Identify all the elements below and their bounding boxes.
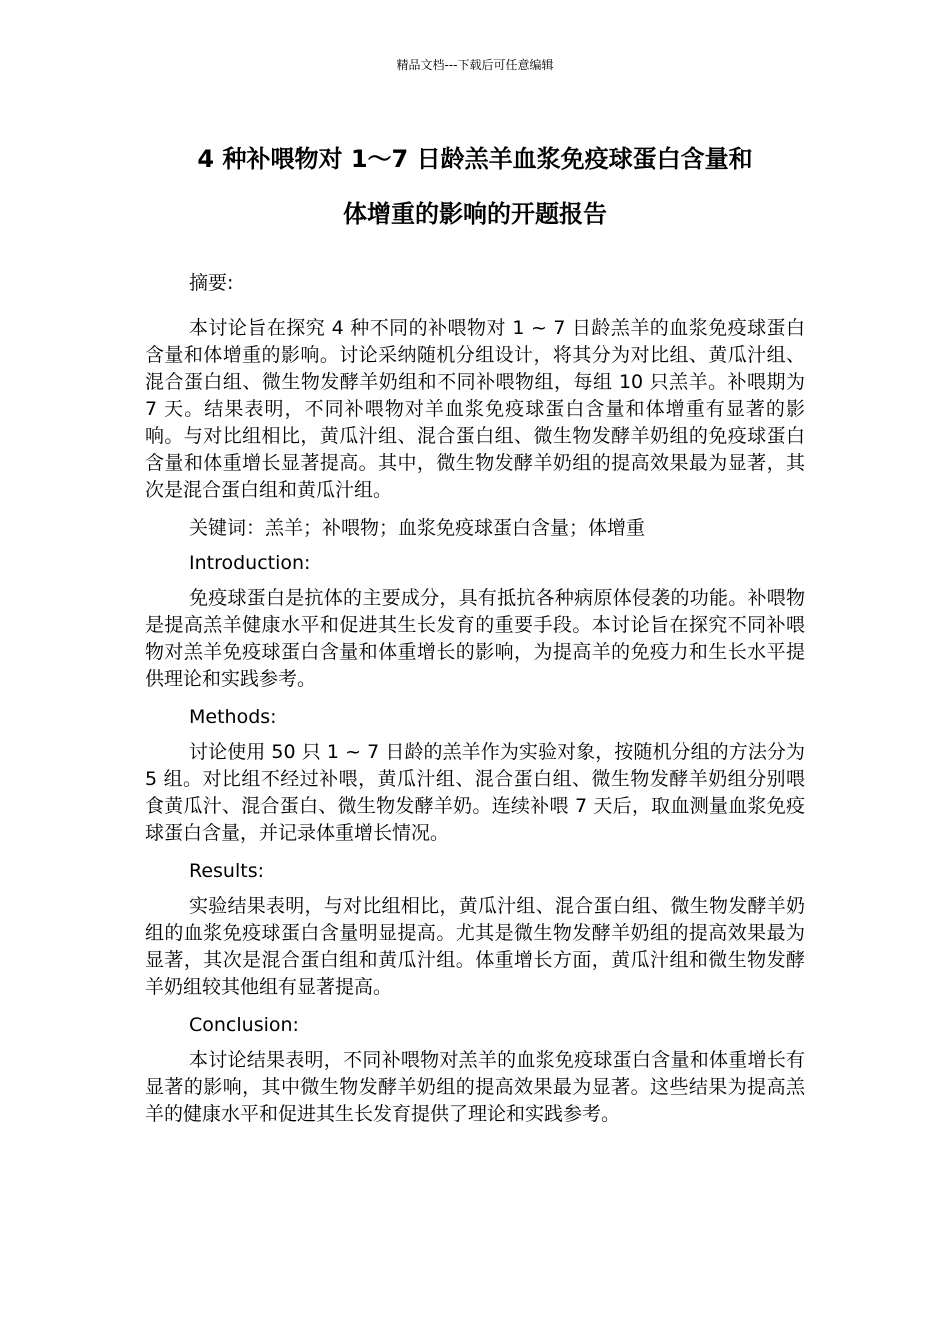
conclusion-heading: Conclusion:: [189, 1014, 299, 1036]
abstract-paragraph: 本讨论旨在探究 4 种不同的补喂物对 1 ~ 7 日龄羔羊的血浆免疫球蛋白含量和体增重的影响。讨论采纳随机分组设计，将其分为对比组、黄瓜汁组、混合蛋白组、微生物发酵羊奶组和不同补喂物组，每组 10 只羔羊。补喂期为 7 天。结果表明，不同补喂物对羊血浆免疫球蛋白含量和体增重有显著的影响。与对比组相比，黄瓜汁组、混合蛋白组、微生物发酵羊奶组的免疫球蛋白含量和体重增长显著提高。其中，微生物发酵羊奶组的提高效果最为显著，其次是混合蛋白组和黄瓜汁组。: [145, 317, 805, 501]
results-paragraph: 实验结果表明，与对比组相比，黄瓜汁组、混合蛋白组、微生物发酵羊奶组的血浆免疫球蛋白含量明显提高。尤其是微生物发酵羊奶组的提高效果最为显著，其次是混合蛋白组和黄瓜汁组。体重增长方面，黄瓜汁组和微生物发酵羊奶组较其他组有显著提高。: [145, 895, 805, 998]
title-line-1: 4 种补喂物对 1～7 日龄羔羊血浆免疫球蛋白含量和: [197, 145, 753, 173]
conclusion-paragraph: 本讨论结果表明，不同补喂物对羔羊的血浆免疫球蛋白含量和体重增长有显著的影响，其中微生物发酵羊奶组的提高效果最为显著。这些结果为提高羔羊的健康水平和促进其生长发育提供了理论和实践参考。: [145, 1049, 805, 1125]
keywords-line: 关键词：羔羊；补喂物；血浆免疫球蛋白含量；体增重: [189, 517, 646, 539]
introduction-heading: Introduction:: [189, 552, 311, 574]
results-heading: Results:: [189, 860, 265, 882]
page-header: 精品文档---下载后可任意编辑: [396, 58, 554, 72]
methods-paragraph: 讨论使用 50 只 1 ~ 7 日龄的羔羊作为实验对象，按随机分组的方法分为 5 组。对比组不经过补喂，黄瓜汁组、混合蛋白组、微生物发酵羊奶组分别喂食黄瓜汁、混合蛋白、微生物发酵羊奶。连续补喂 7 天后，取血测量血浆免疫球蛋白含量，并记录体重增长情况。: [145, 741, 805, 844]
document-title: [145, 132, 805, 242]
methods-heading: Methods:: [189, 706, 277, 728]
title-line-2: 体增重的影响的开题报告: [343, 200, 607, 228]
introduction-paragraph: 免疫球蛋白是抗体的主要成分，具有抵抗各种病原体侵袭的功能。补喂物是提高羔羊健康水平和促进其生长发育的重要手段。本讨论旨在探究不同补喂物对羔羊免疫球蛋白含量和体重增长的影响，为提高羊的免疫力和生长水平提供理论和实践参考。: [145, 587, 805, 690]
document-body: [145, 270, 805, 1139]
abstract-label: 摘要:: [189, 272, 234, 294]
